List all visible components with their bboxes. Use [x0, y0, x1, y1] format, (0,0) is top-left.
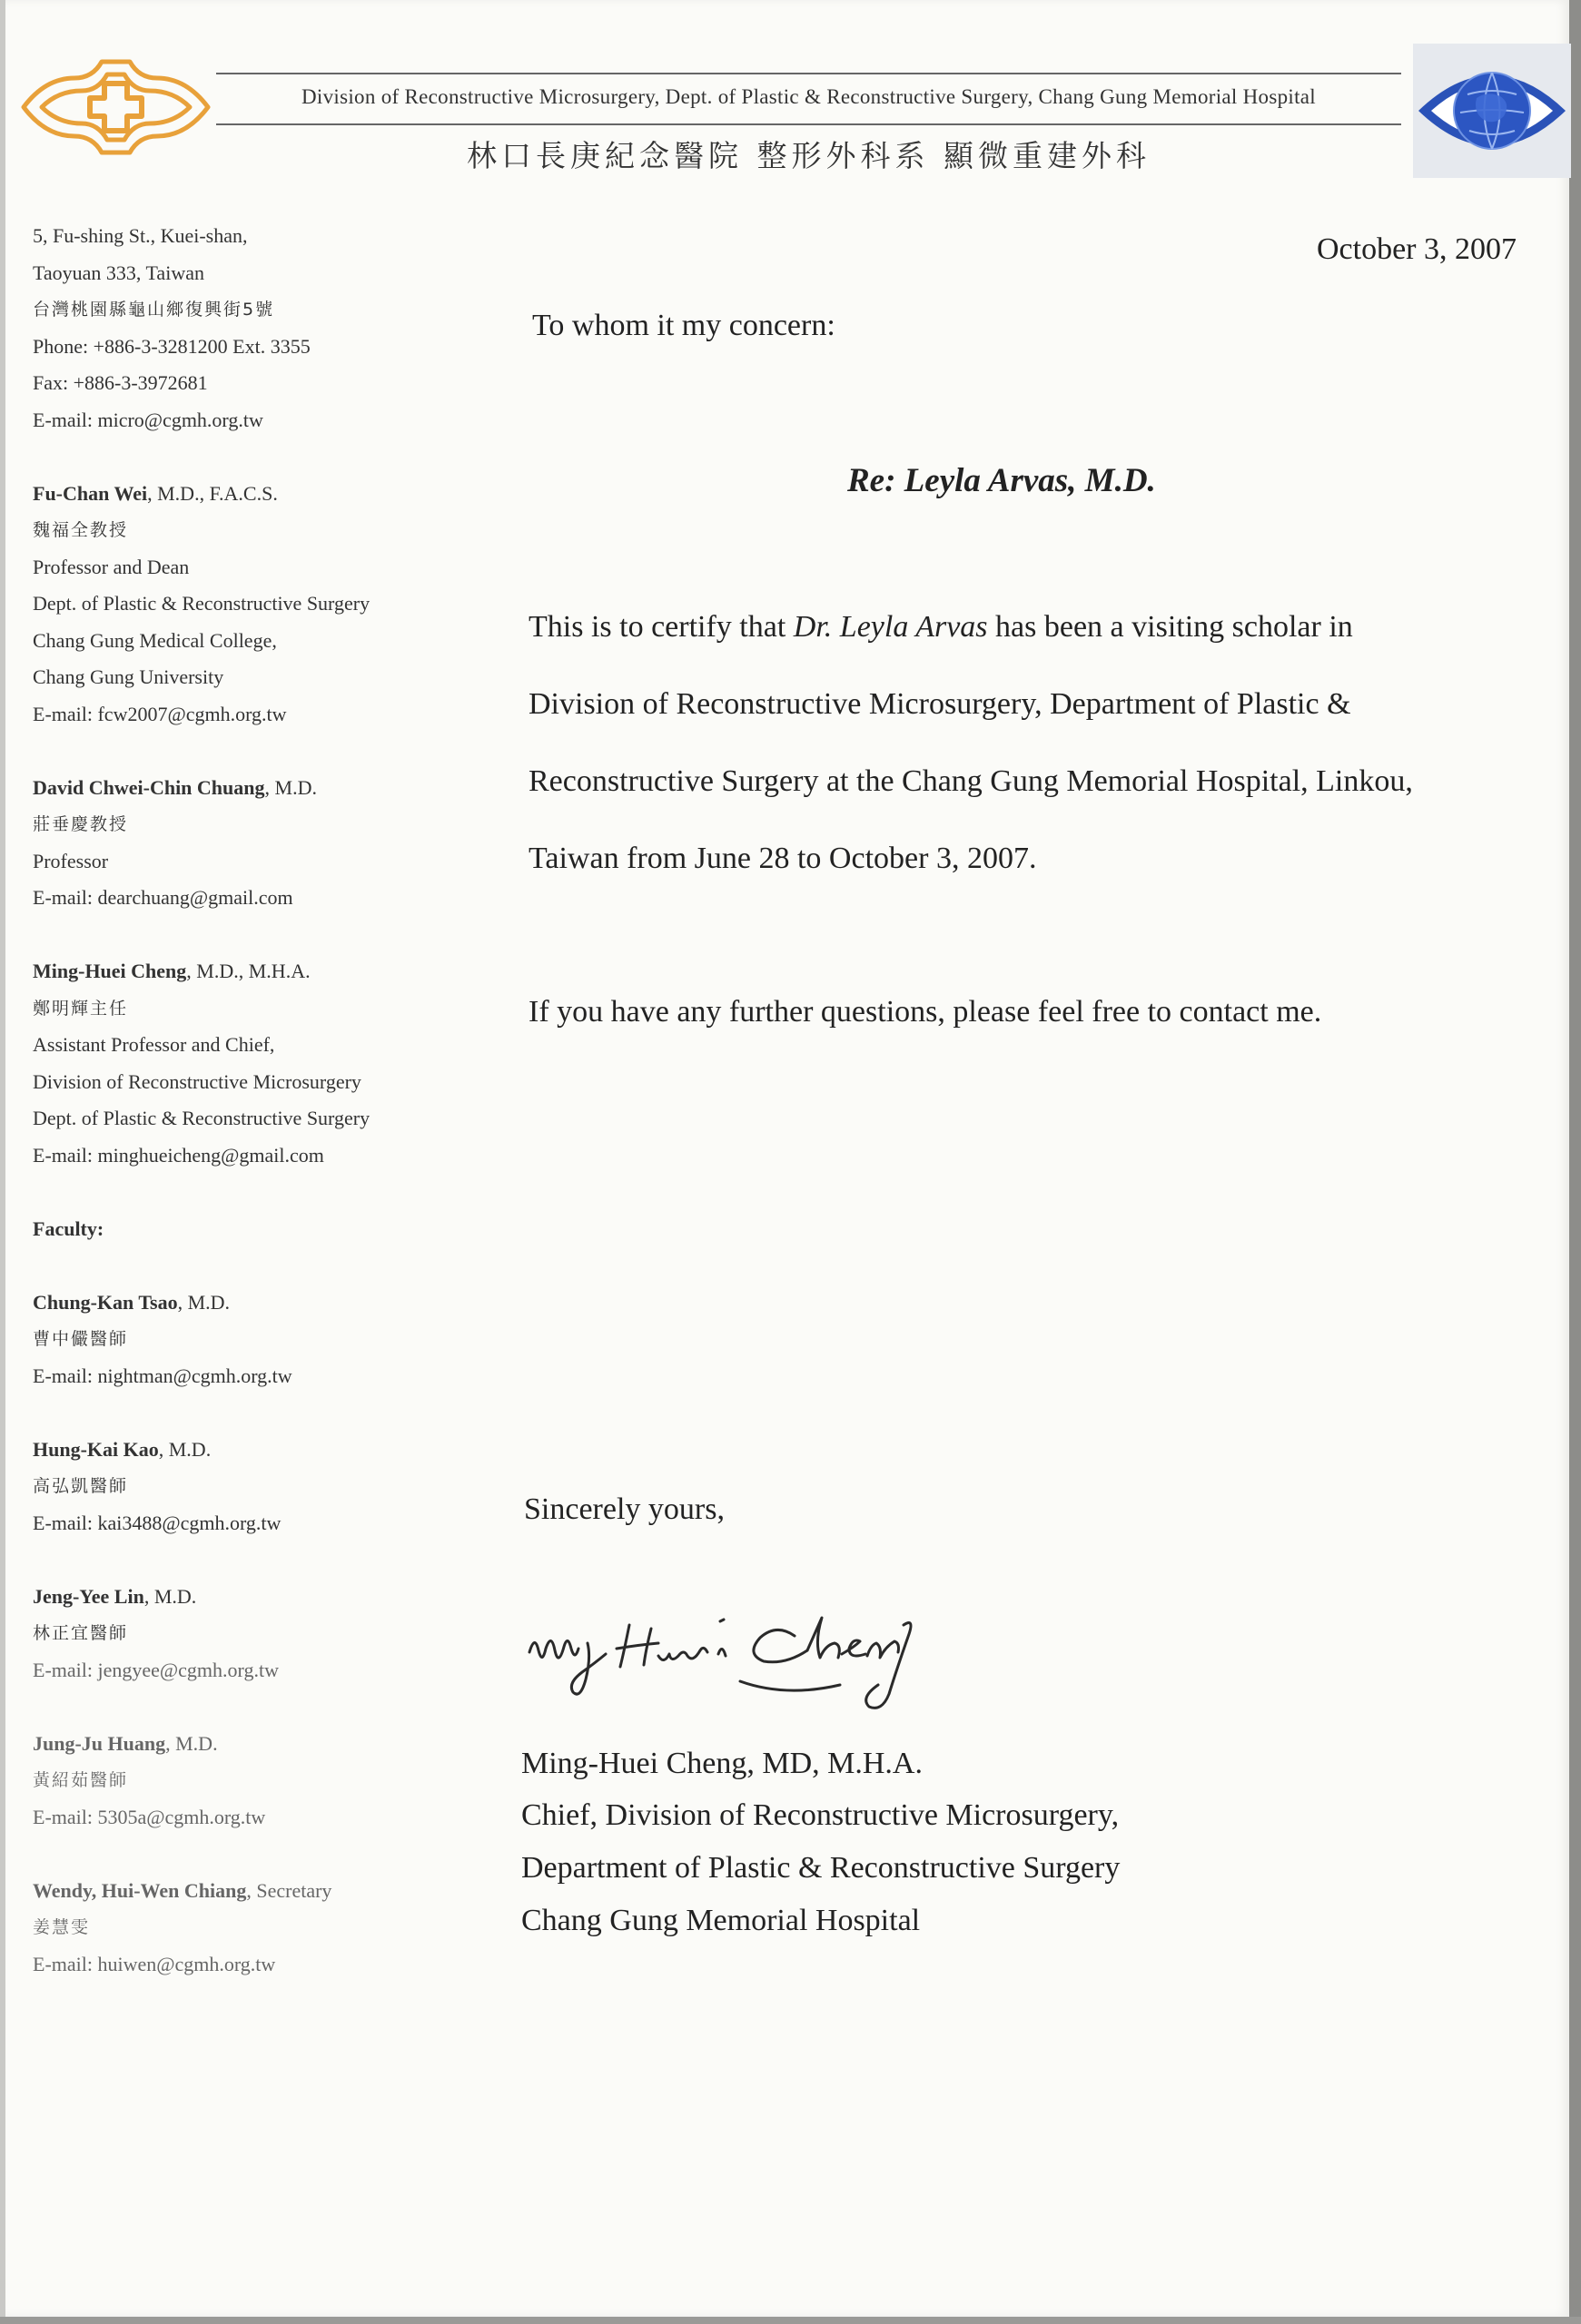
sign-off: Sincerely yours,: [524, 1492, 725, 1526]
address-line: 5, Fu-shing St., Kuei-shan,: [33, 224, 248, 247]
staff-credentials: , Secretary: [246, 1878, 332, 1902]
staff-name-chinese: 姜慧雯: [33, 1917, 91, 1937]
signatory-title: Chief, Division of Reconstructive Microsurgery,: [521, 1798, 1120, 1832]
staff-detail: Professor: [33, 849, 109, 872]
letterhead-sidebar: [33, 218, 432, 1983]
staff-name: Chung-Kan Tsao: [33, 1290, 178, 1314]
staff-name: Wendy, Hui-Wen Chiang: [33, 1878, 247, 1902]
staff-email: E-mail: nightman@cgmh.org.tw: [33, 1364, 292, 1387]
eye-globe-icon: [1413, 44, 1571, 178]
staff-credentials: , M.D., F.A.C.S.: [147, 481, 278, 505]
staff-name-line: [33, 476, 432, 513]
staff-email: E-mail: fcw2007@cgmh.org.tw: [33, 702, 287, 725]
staff-name-line: [33, 1726, 432, 1763]
faculty-heading: Faculty:: [33, 1216, 104, 1240]
staff-email: E-mail: dearchuang@gmail.com: [33, 886, 293, 909]
closing-paragraph: If you have any further questions, please feel free to contact me.: [529, 995, 1322, 1029]
staff-credentials: , M.D.: [165, 1731, 218, 1755]
staff-credentials: , M.D.: [158, 1437, 212, 1461]
signatory-name: Ming-Huei Cheng, MD, M.H.A.: [521, 1747, 923, 1780]
staff-detail: Dept. of Plastic & Reconstructive Surgery: [33, 1107, 371, 1129]
staff-name-chinese: 鄭明輝主任: [33, 998, 129, 1019]
staff-credentials: , M.D.: [264, 775, 317, 799]
phone-line: Phone: +886-3-3281200 Ext. 3355: [33, 334, 311, 358]
staff-name-chinese: 黃紹茹醫師: [33, 1770, 129, 1790]
staff-name-chinese: 林正宜醫師: [33, 1623, 129, 1643]
staff-email: E-mail: huiwen@cgmh.org.tw: [33, 1952, 276, 1975]
staff-detail: Professor and Dean: [33, 555, 190, 578]
header-rule-bottom: [216, 123, 1401, 125]
body-text: has been a visiting scholar in: [987, 610, 1353, 644]
header-rule-top: [216, 73, 1401, 74]
body-paragraph-line: Reconstructive Surgery at the Chang Gung Memorial Hospital, Linkou,: [529, 764, 1413, 798]
letter-date: October 3, 2007: [1317, 232, 1517, 266]
staff-name-line: [33, 1432, 432, 1469]
binder-edge: [1569, 0, 1581, 2324]
staff-name: Jung-Ju Huang: [33, 1731, 166, 1755]
handwritten-signature: [522, 1598, 940, 1725]
staff-name-line: [33, 1285, 432, 1322]
staff-name-line: [33, 770, 432, 807]
staff-detail: Assistant Professor and Chief,: [33, 1033, 275, 1056]
staff-credentials: , M.D.: [143, 1584, 197, 1608]
salutation: To whom it my concern:: [532, 309, 835, 342]
subject-line: Re: Leyla Arvas, M.D.: [847, 462, 1156, 499]
staff-name-line: [33, 1873, 432, 1910]
body-paragraph-line: Taiwan from June 28 to October 3, 2007.: [529, 842, 1037, 875]
staff-name-chinese: 高弘凱醫師: [33, 1476, 129, 1496]
staff-name: Ming-Huei Cheng: [33, 960, 187, 982]
staff-email: E-mail: jengyee@cgmh.org.tw: [33, 1658, 279, 1681]
bottom-edge: [0, 2317, 1581, 2324]
scholar-name: Dr. Leyla Arvas: [793, 610, 988, 644]
staff-email: E-mail: 5305a@cgmh.org.tw: [33, 1805, 266, 1828]
staff-name-chinese: 莊垂慶教授: [33, 814, 129, 834]
staff-name: Hung-Kai Kao: [33, 1437, 159, 1461]
staff-name-line: [33, 1579, 432, 1616]
staff-credentials: , M.D., M.H.A.: [186, 960, 311, 982]
email-line: E-mail: micro@cgmh.org.tw: [33, 408, 263, 431]
staff-name: Fu-Chan Wei: [33, 481, 148, 505]
signatory-department: Department of Plastic & Reconstructive Surgery: [521, 1851, 1121, 1885]
signatory-hospital: Chang Gung Memorial Hospital: [521, 1904, 921, 1937]
address-line: Taoyuan 333, Taiwan: [33, 261, 204, 284]
header-chinese: 林口長庚紀念醫院 整形外科系 顯微重建外科: [467, 138, 1151, 173]
staff-detail: Dept. of Plastic & Reconstructive Surgery: [33, 592, 371, 615]
address-line-chinese: 台灣桃園縣龜山鄉復興街5號: [33, 300, 275, 320]
body-paragraph-line: Division of Reconstructive Microsurgery, Department of Plastic &: [529, 687, 1351, 721]
staff-name: David Chwei-Chin Chuang: [33, 775, 265, 799]
staff-name-line: [33, 953, 432, 990]
body-paragraph-line: [529, 610, 1353, 645]
staff-name-chinese: 魏福全教授: [33, 520, 129, 540]
staff-detail: Division of Reconstructive Microsurgery: [33, 1069, 361, 1093]
cross-emblem-icon: [18, 45, 213, 168]
staff-detail: Chang Gung Medical College,: [33, 628, 277, 652]
staff-credentials: , M.D.: [177, 1290, 231, 1314]
staff-email: E-mail: kai3488@cgmh.org.tw: [33, 1511, 282, 1534]
staff-detail: Chang Gung University: [33, 665, 224, 688]
body-text: This is to certify that: [529, 610, 794, 644]
staff-email: E-mail: minghueicheng@gmail.com: [33, 1143, 324, 1167]
fax-line: Fax: +886-3-3972681: [33, 371, 208, 394]
staff-name: Jeng-Yee Lin: [33, 1584, 144, 1608]
staff-name-chinese: 曹中儼醫師: [33, 1329, 129, 1349]
header-english: Division of Reconstructive Microsurgery, Dept. of Plastic & Reconstructive Surgery, Chang Gung Memorial Hospital: [301, 85, 1316, 108]
